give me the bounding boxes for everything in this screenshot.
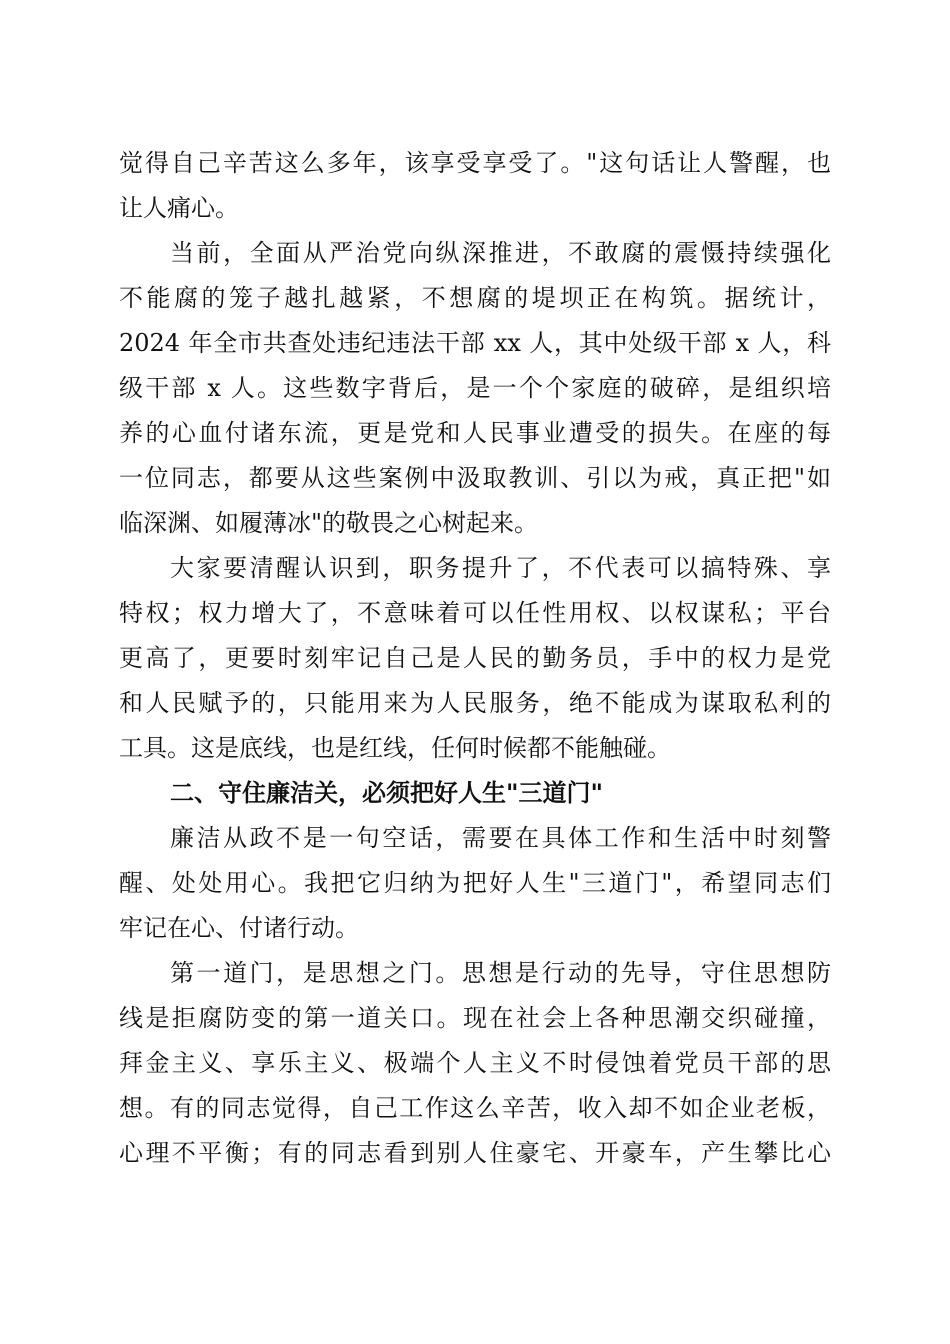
paragraph-line: 一位同志，都要从这些案例中汲取教训、引以为戒，真正把"如 xyxy=(119,464,831,492)
paragraph-line: 更高了，更要时刻牢记自己是人民的勤务员，手中的权力是党 xyxy=(119,644,831,672)
paragraph-line: 让人痛心。 xyxy=(119,194,239,222)
paragraph-line: 2024 年全市共查处违纪违法干部 xx 人，其中处级干部 x 人，科 xyxy=(119,329,831,357)
paragraph-line: 觉得自己辛苦这么多年，该享受享受了。"这句话让人警醒，也 xyxy=(119,149,831,177)
paragraph-line: 当前，全面从严治党向纵深推进，不敢腐的震慑持续强化 xyxy=(170,239,831,267)
paragraph-line: 级干部 x 人。这些数字背后，是一个个家庭的破碎，是组织培 xyxy=(119,374,831,402)
paragraph-line: 想。有的同志觉得，自己工作这么辛苦，收入却不如企业老板， xyxy=(119,1094,831,1122)
paragraph-line: 工具。这是底线，也是红线，任何时候都不能触碰。 xyxy=(119,734,671,762)
paragraph-line: 不能腐的笼子越扎越紧，不想腐的堤坝正在构筑。据统计， xyxy=(119,284,831,312)
paragraph-line: 和人民赋予的，只能用来为人民服务，绝不能成为谋取私利的 xyxy=(119,689,831,717)
paragraph-line: 临深渊、如履薄冰"的敬畏之心树起来。 xyxy=(119,509,539,537)
paragraph-line: 牢记在心、付诸行动。 xyxy=(119,914,359,942)
paragraph-line: 心理不平衡；有的同志看到别人住豪宅、开豪车，产生攀比心 xyxy=(119,1139,831,1167)
paragraph-line: 养的心血付诸东流，更是党和人民事业遭受的损失。在座的每 xyxy=(119,419,831,447)
paragraph-line: 廉洁从政不是一句空话，需要在具体工作和生活中时刻警 xyxy=(170,824,831,852)
paragraph-line: 特权；权力增大了，不意味着可以任性用权、以权谋私；平台 xyxy=(119,599,831,627)
paragraph-line: 第一道门，是思想之门。思想是行动的先导，守住思想防 xyxy=(170,959,831,987)
paragraph-line: 大家要清醒认识到，职务提升了，不代表可以搞特殊、享 xyxy=(170,554,831,582)
paragraph-line: 醒、处处用心。我把它归纳为把好人生"三道门"，希望同志们 xyxy=(119,869,831,897)
section-heading: 二、守住廉洁关，必须把好人生"三道门" xyxy=(170,779,604,807)
paragraph-line: 线是拒腐防变的第一道关口。现在社会上各种思潮交织碰撞， xyxy=(119,1004,831,1032)
paragraph-line: 拜金主义、享乐主义、极端个人主义不时侵蚀着党员干部的思 xyxy=(119,1049,831,1077)
